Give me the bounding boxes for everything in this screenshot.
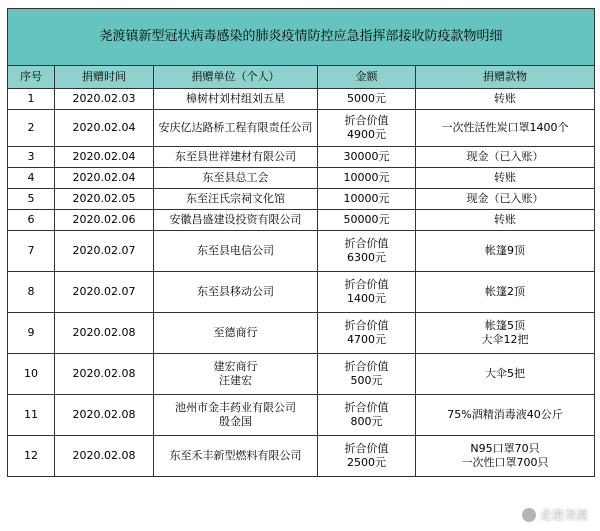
table-row (8, 147, 595, 168)
table-row (8, 110, 595, 147)
cell-donor-line: 东至禾丰新型燃料有限公司 (169, 449, 302, 462)
cell-amount-line: 10000元 (343, 192, 390, 205)
cell-no: 9 (8, 313, 55, 354)
cell-amount-line: 4900元 (347, 128, 386, 141)
cell-amount-line: 10000元 (343, 171, 390, 184)
cell-donor (154, 272, 318, 313)
cell-no: 6 (8, 210, 55, 231)
cell-items (416, 147, 595, 168)
cell-donor (154, 210, 318, 231)
cell-no: 3 (8, 147, 55, 168)
cell-date: 2020.02.08 (55, 354, 154, 395)
table-row (8, 354, 595, 395)
cell-amount (318, 189, 416, 210)
header-donor: 捐赠单位（个人） (154, 66, 318, 89)
cell-donor-line: 池州市金丰药业有限公司 (175, 401, 296, 414)
cell-donor (154, 110, 318, 147)
cell-date: 2020.02.07 (55, 272, 154, 313)
cell-donor (154, 231, 318, 272)
header-amount: 金额 (318, 66, 416, 89)
table-row (8, 168, 595, 189)
cell-amount (318, 395, 416, 436)
table-row (8, 89, 595, 110)
cell-donor-line: 东至县移动公司 (197, 285, 274, 298)
table-row (8, 436, 595, 477)
cell-items-line: N95口罩70只 (470, 442, 540, 455)
cell-no: 5 (8, 189, 55, 210)
table-row (8, 395, 595, 436)
cell-amount-line: 50000元 (343, 213, 390, 226)
cell-donor-line: 安庆亿达路桥工程有限责任公司 (158, 121, 313, 134)
cell-items-line: 帐篷5顶 (485, 319, 526, 332)
cell-donor-line: 建宏商行 (213, 360, 258, 373)
cell-date: 2020.02.08 (55, 313, 154, 354)
header-items: 捐赠款物 (416, 66, 595, 89)
cell-amount (318, 436, 416, 477)
cell-donor-line: 东至汪氏宗祠文化馆 (186, 192, 285, 205)
cell-items-line: 75%酒精消毒液40公斤 (447, 408, 563, 421)
cell-date: 2020.02.08 (55, 436, 154, 477)
cell-donor-line: 殷金国 (219, 415, 252, 428)
cell-items-line: 现金（已入账） (466, 192, 544, 205)
cell-items-line: 一次性口罩700只 (461, 456, 549, 469)
cell-items-line: 一次性活性炭口罩1400个 (441, 121, 569, 134)
table-row (8, 272, 595, 313)
cell-no: 10 (8, 354, 55, 395)
cell-donor-line: 汪建宏 (219, 374, 252, 387)
cell-no: 2 (8, 110, 55, 147)
table-body (8, 89, 595, 477)
cell-items (416, 354, 595, 395)
cell-amount (318, 110, 416, 147)
cell-amount-line: 折合价值 (344, 278, 389, 291)
cell-amount-line: 折合价值 (344, 442, 389, 455)
header-date: 捐赠时间 (55, 66, 154, 89)
cell-no: 4 (8, 168, 55, 189)
cell-date: 2020.02.08 (55, 395, 154, 436)
cell-items (416, 89, 595, 110)
header-no: 序号 (8, 66, 55, 89)
cell-no: 8 (8, 272, 55, 313)
cell-date: 2020.02.05 (55, 189, 154, 210)
table-title: 尧渡镇新型冠状病毒感染的肺炎疫情防控应急指挥部接收防疫款物明细 (8, 9, 595, 66)
cell-amount (318, 147, 416, 168)
table-row (8, 210, 595, 231)
cell-donor (154, 147, 318, 168)
cell-items (416, 168, 595, 189)
cell-date: 2020.02.04 (55, 168, 154, 189)
cell-amount-line: 折合价值 (344, 237, 389, 250)
cell-amount-line: 2500元 (347, 456, 386, 469)
cell-donor-line: 至德商行 (213, 326, 258, 339)
cell-no: 1 (8, 89, 55, 110)
cell-amount (318, 313, 416, 354)
cell-donor (154, 168, 318, 189)
cell-donor-line: 樟树村刘村组刘五星 (186, 92, 285, 105)
cell-amount-line: 折合价值 (344, 319, 389, 332)
cell-items (416, 313, 595, 354)
cell-items-line: 帐篷9顶 (485, 244, 526, 257)
cell-amount-line: 折合价值 (344, 360, 389, 373)
cell-amount (318, 231, 416, 272)
cell-date: 2020.02.06 (55, 210, 154, 231)
cell-amount (318, 272, 416, 313)
cell-items-line: 大伞12把 (481, 333, 529, 346)
table-row (8, 231, 595, 272)
header-row (8, 66, 595, 89)
cell-amount-line: 5000元 (347, 92, 386, 105)
cell-amount (318, 210, 416, 231)
cell-donor (154, 436, 318, 477)
cell-no: 11 (8, 395, 55, 436)
cell-amount-line: 800元 (350, 415, 383, 428)
cell-date: 2020.02.04 (55, 110, 154, 147)
table-row (8, 189, 595, 210)
cell-items-line: 转账 (494, 92, 517, 105)
cell-donor-line: 东至县电信公司 (197, 244, 274, 257)
cell-items (416, 231, 595, 272)
cell-amount-line: 4700元 (347, 333, 386, 346)
cell-donor-line: 安徽昌盛建设投资有限公司 (169, 213, 302, 226)
cell-donor-line: 东至县总工会 (202, 171, 269, 184)
cell-date: 2020.02.07 (55, 231, 154, 272)
cell-amount-line: 1400元 (347, 292, 386, 305)
cell-items-line: 现金（已入账） (466, 150, 544, 163)
cell-amount-line: 折合价值 (344, 401, 389, 414)
cell-items (416, 189, 595, 210)
cell-donor (154, 89, 318, 110)
cell-donor (154, 313, 318, 354)
cell-items-line: 帐篷2顶 (485, 285, 526, 298)
cell-donor (154, 189, 318, 210)
cell-items-line: 转账 (494, 171, 517, 184)
cell-items (416, 395, 595, 436)
cell-items (416, 272, 595, 313)
donation-table (7, 8, 595, 477)
cell-amount-line: 500元 (350, 374, 383, 387)
table-row (8, 313, 595, 354)
cell-amount-line: 折合价值 (344, 114, 389, 127)
watermark (522, 506, 588, 523)
cell-items (416, 210, 595, 231)
title-row (8, 9, 595, 66)
cell-no: 7 (8, 231, 55, 272)
cell-items (416, 436, 595, 477)
cell-items-line: 转账 (494, 213, 517, 226)
cell-items (416, 110, 595, 147)
wechat-logo-icon (522, 508, 536, 522)
cell-date: 2020.02.04 (55, 147, 154, 168)
cell-items-line: 大伞5把 (485, 367, 526, 380)
cell-amount-line: 6300元 (347, 251, 386, 264)
cell-donor (154, 395, 318, 436)
cell-amount-line: 30000元 (343, 150, 390, 163)
cell-amount (318, 168, 416, 189)
cell-date: 2020.02.03 (55, 89, 154, 110)
cell-donor (154, 354, 318, 395)
cell-donor-line: 东至县世祥建材有限公司 (175, 150, 296, 163)
cell-amount (318, 354, 416, 395)
watermark-text: 走进尧渡 (539, 508, 588, 522)
cell-no: 12 (8, 436, 55, 477)
cell-amount (318, 89, 416, 110)
